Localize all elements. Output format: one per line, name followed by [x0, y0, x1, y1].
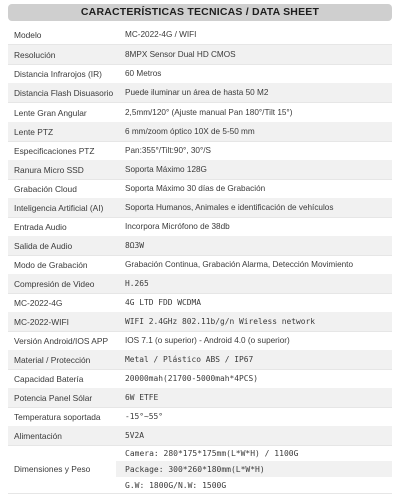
- spec-label: MC-2022-WIFI: [14, 316, 69, 327]
- spec-row: [8, 426, 392, 446]
- dimensions-line: Package: 300*260*180mm(L*W*H): [116, 461, 392, 477]
- spec-label: Entrada Audio: [14, 221, 67, 232]
- spec-row: [8, 45, 392, 65]
- spec-row: [8, 103, 392, 123]
- spec-value: 2,5mm/120° (Ajuste manual Pan 180°/Tilt 15°): [125, 108, 293, 117]
- spec-value: Incorpora Micrófono de 38db: [125, 222, 230, 231]
- dimensions-line: G.W: 1800G/N.W: 1500G: [125, 480, 227, 490]
- spec-value: H.265: [125, 279, 149, 288]
- spec-value: Grabación Continua, Grabación Alarma, Detección Movimiento: [125, 260, 353, 269]
- spec-label: Capacidad Batería: [14, 373, 84, 384]
- spec-label: Especificaciones PTZ: [14, 145, 95, 156]
- spec-value: Pan:355°/Tilt:90°, 30°/S: [125, 146, 211, 155]
- spec-label: Compresión de Video: [14, 278, 95, 289]
- spec-row: [8, 255, 392, 275]
- spec-value: 60 Metros: [125, 69, 162, 78]
- spec-label: Lente PTZ: [14, 126, 54, 137]
- spec-value: Puede iluminar un área de hasta 50 M2: [125, 88, 269, 97]
- spec-row: [8, 388, 392, 408]
- dimensions-label: Dimensiones y Peso: [14, 464, 91, 474]
- dimensions-values: [116, 445, 392, 493]
- spec-value: 4G LTD FDD WCDMA: [125, 298, 202, 307]
- spec-value: 5V2A: [125, 431, 145, 440]
- spec-row: [8, 122, 392, 142]
- spec-row: [8, 217, 392, 237]
- spec-value: 6W ETFE: [125, 393, 159, 402]
- spec-label: Temperatura soportada: [14, 411, 101, 422]
- spec-label: Resolución: [14, 49, 56, 60]
- spec-label: Ranura Micro SSD: [14, 164, 84, 175]
- spec-label: Salida de Audio: [14, 240, 73, 251]
- spec-value: 8MPX Sensor Dual HD CMOS: [125, 50, 236, 59]
- spec-row: [8, 312, 392, 332]
- spec-row: [8, 64, 392, 84]
- spec-label: Modo de Grabación: [14, 259, 88, 270]
- spec-value: Soporta Humanos, Animales e identificación de vehículos: [125, 203, 334, 212]
- spec-label: Inteligencia Artificial (AI): [14, 202, 104, 213]
- spec-label: Lente Gran Angular: [14, 107, 87, 118]
- spec-row: [8, 160, 392, 180]
- spec-label: Grabación Cloud: [14, 183, 77, 194]
- spec-label: Material / Protección: [14, 354, 91, 365]
- spec-row: [8, 179, 392, 199]
- dimensions-row: [8, 445, 392, 494]
- spec-value: Soporta Máximo 128G: [125, 165, 207, 174]
- spec-value: 6 mm/zoom óptico 10X de 5-50 mm: [125, 127, 255, 136]
- spec-label: Modelo: [14, 29, 42, 40]
- spec-row: [8, 331, 392, 351]
- spec-value: Soporta Máximo 30 días de Grabación: [125, 184, 266, 193]
- sheet-title: CARACTERÍSTICAS TECNICAS / DATA SHEET: [8, 4, 392, 21]
- spec-row: [8, 83, 392, 103]
- spec-row: [8, 407, 392, 427]
- spec-row: [8, 350, 392, 370]
- spec-row: [8, 236, 392, 256]
- spec-label: Alimentación: [14, 430, 62, 441]
- spec-label: MC-2022-4G: [14, 297, 63, 308]
- spec-label: Potencia Panel Sólar: [14, 392, 93, 403]
- spec-row: [8, 293, 392, 313]
- spec-value: 20000mah(21700-5000mah*4PCS): [125, 374, 259, 383]
- spec-label: Distancia Flash Disuasorio: [14, 87, 114, 98]
- spec-value: 8Ω3W: [125, 241, 145, 250]
- spec-label: Distancia Infrarojos (IR): [14, 68, 102, 79]
- spec-value: Metal / Plástico ABS / IP67: [125, 355, 254, 364]
- spec-row: [8, 369, 392, 389]
- spec-row: [8, 274, 392, 294]
- spec-value: WIFI 2.4GHz 802.11b/g/n Wireless network: [125, 317, 316, 326]
- spec-label: Versión Android/IOS APP: [14, 335, 109, 346]
- spec-value: IOS 7.1 (o superior) - Android 4.0 (o superior): [125, 336, 290, 345]
- spec-value: MC-2022-4G / WIFI: [125, 30, 197, 39]
- spec-row: [8, 141, 392, 161]
- dimensions-line: Camera: 280*175*175mm(L*W*H) / 1100G: [125, 448, 299, 458]
- spec-value: -15°~55°: [125, 412, 164, 421]
- spec-row: [8, 25, 392, 45]
- spec-row: [8, 198, 392, 218]
